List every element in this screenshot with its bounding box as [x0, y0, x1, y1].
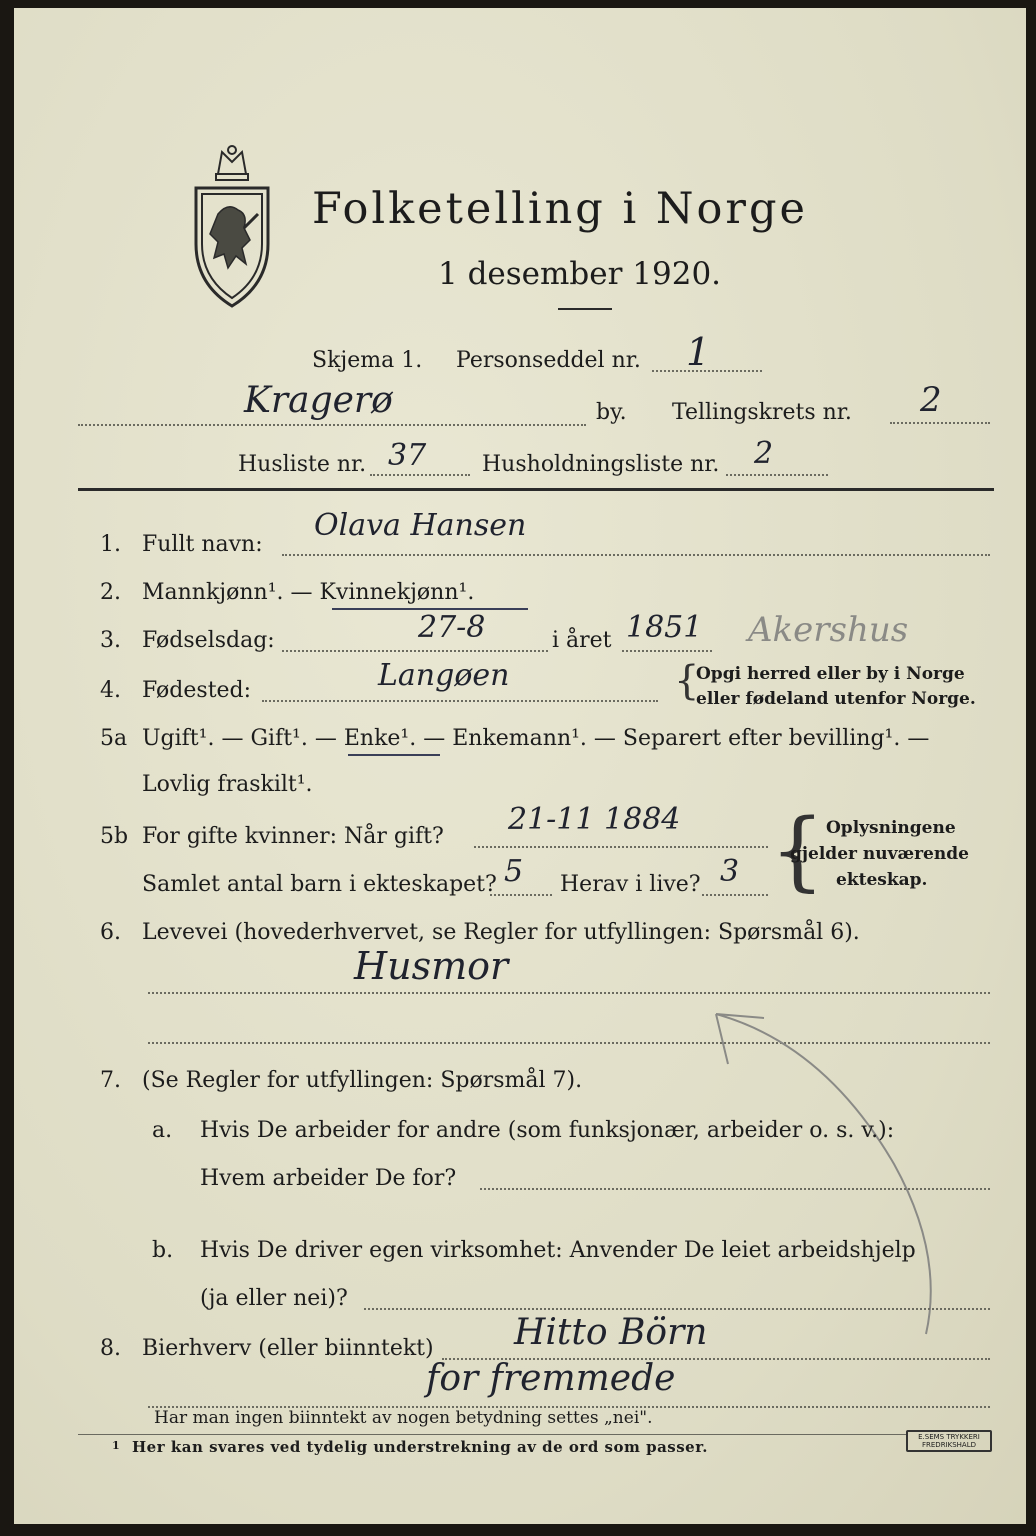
- husliste-line: [370, 474, 470, 476]
- form-date: 1 desember 1920.: [438, 256, 722, 292]
- q7-label: (Se Regler for utfyllingen: Spørsmål 7).: [142, 1068, 583, 1093]
- q5a-number: 5a: [100, 726, 128, 751]
- q5b-note-line3: ekteskap.: [836, 870, 928, 890]
- q3-day-line: [282, 650, 548, 652]
- q5b-number: 5b: [100, 824, 129, 849]
- printer-stamp-text: E.SEMS TRYKKERI FREDRIKSHALD: [918, 1433, 980, 1449]
- q5a-line2: Lovlig fraskilt¹.: [142, 772, 313, 797]
- footer-note: Har man ingen biinntekt av nogen betydning settes „nei".: [154, 1408, 653, 1428]
- footnote-text: Her kan svares ved tydelig understrekning av de ord som passer.: [132, 1438, 708, 1456]
- q5a-underline-mark: [348, 754, 440, 756]
- husholdning-value: 2: [754, 436, 774, 471]
- personseddel-label: Personseddel nr.: [456, 348, 641, 373]
- q5b-children-value: 5: [504, 854, 524, 889]
- footer-rule: [78, 1434, 906, 1435]
- q7-number: 7.: [100, 1068, 121, 1093]
- q4-value: Langøen: [378, 658, 510, 693]
- pencil-arrow-mark: [704, 1004, 954, 1344]
- tellingskrets-label: Tellingskrets nr.: [672, 400, 852, 425]
- q3-year-label: i året: [552, 628, 612, 653]
- form-title: Folketelling i Norge: [312, 184, 808, 234]
- q3-pencil-note: Akershus: [748, 610, 909, 650]
- q7b-line2: (ja eller nei)?: [200, 1286, 348, 1311]
- census-form-page: [14, 8, 1026, 1524]
- q7b-answer-line: [364, 1308, 990, 1310]
- q5b-label3: Herav i live?: [560, 872, 701, 897]
- husliste-label: Husliste nr.: [238, 452, 367, 477]
- footnote-mark: 1: [112, 1439, 121, 1452]
- q7a-answer-line: [480, 1188, 990, 1190]
- q6-value: Husmor: [354, 944, 509, 988]
- q5b-note-line1: Oplysningene: [826, 818, 956, 838]
- q4-brace: {: [674, 658, 700, 704]
- q8-label: Bierhverv (eller biinntekt): [142, 1336, 434, 1361]
- q1-number: 1.: [100, 532, 121, 557]
- q2-number: 2.: [100, 580, 121, 605]
- q5b-alive-value: 3: [720, 854, 740, 889]
- q4-note-line2: eller fødeland utenfor Norge.: [696, 689, 976, 709]
- q5b-married-line: [474, 846, 768, 848]
- q5b-married-value: 21-11 1884: [508, 802, 681, 837]
- coat-of-arms-icon: [188, 144, 276, 314]
- q7b-letter: b.: [152, 1238, 174, 1263]
- q8-value2: for fremmede: [426, 1358, 676, 1399]
- q8-value1: Hitto Börn: [514, 1312, 708, 1353]
- q5b-brace: {: [770, 801, 825, 901]
- q5b-alive-line: [702, 894, 768, 896]
- q4-number: 4.: [100, 678, 121, 703]
- tellingskrets-line: [890, 422, 990, 424]
- q1-line: [282, 554, 990, 556]
- q3-label: Fødselsdag:: [142, 628, 275, 653]
- q3-year-value: 1851: [626, 610, 703, 645]
- q7a-line2: Hvem arbeider De for?: [200, 1166, 457, 1191]
- q3-year-line: [622, 650, 712, 652]
- by-value: Kragerø: [244, 380, 393, 421]
- q3-value: 27-8: [418, 610, 486, 645]
- by-line: [78, 424, 586, 426]
- skjema-label: Skjema 1.: [312, 348, 423, 373]
- title-divider: [558, 308, 612, 310]
- q6-label: Levevei (hovederhvervet, se Regler for utfyllingen: Spørsmål 6).: [142, 920, 860, 945]
- q3-number: 3.: [100, 628, 121, 653]
- q6-number: 6.: [100, 920, 121, 945]
- q6-line1: [148, 992, 990, 994]
- q7a-line1: Hvis De arbeider for andre (som funksjonær, arbeider o. s. v.):: [200, 1118, 895, 1143]
- q1-value: Olava Hansen: [314, 508, 527, 543]
- q7a-letter: a.: [152, 1118, 173, 1143]
- q5b-label2: Samlet antal barn i ekteskapet?: [142, 872, 497, 897]
- q5a-line1: Ugift¹. — Gift¹. — Enke¹. — Enkemann¹. — Separert efter bevilling¹. —: [142, 726, 930, 751]
- q1-label: Fullt navn:: [142, 532, 263, 557]
- personseddel-value: 1: [686, 330, 711, 374]
- q7b-line1: Hvis De driver egen virksomhet: Anvender De leiet arbeidshjelp: [200, 1238, 916, 1263]
- q5b-note-line2: gjelder nuværende: [790, 844, 969, 864]
- header-rule: [78, 488, 994, 491]
- husholdning-line: [726, 474, 828, 476]
- tellingskrets-value: 2: [920, 380, 942, 420]
- q8-number: 8.: [100, 1336, 121, 1361]
- q5b-children-line: [490, 894, 552, 896]
- by-label: by.: [596, 400, 627, 425]
- q4-note-line1: Opgi herred eller by i Norge: [696, 664, 965, 684]
- q2-label: Mannkjønn¹. — Kvinnekjønn¹.: [142, 580, 475, 605]
- husliste-value: 37: [388, 438, 427, 473]
- q5b-label1: For gifte kvinner: Når gift?: [142, 824, 444, 849]
- husholdning-label: Husholdningsliste nr.: [482, 452, 720, 477]
- q4-line: [262, 700, 658, 702]
- printer-stamp: [906, 1430, 992, 1452]
- q4-label: Fødested:: [142, 678, 252, 703]
